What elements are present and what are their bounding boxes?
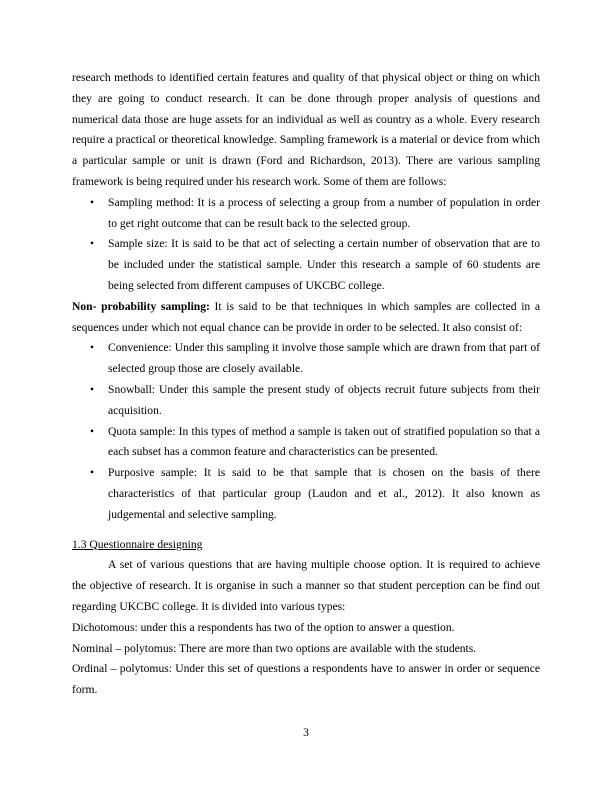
bullet-icon: • xyxy=(90,424,95,438)
bullet-icon: • xyxy=(90,195,95,209)
bullet-icon: • xyxy=(90,466,95,480)
sampling-framework-list xyxy=(72,193,540,297)
list-item-text: Sampling method: It is a process of selecting a group from a number of population in order to get right outcome that can be result back to the selected group. xyxy=(108,195,540,230)
section-heading: 1.3 Questionnaire designing xyxy=(72,537,203,551)
list-item xyxy=(90,380,540,422)
paragraph-ordinal: Ordinal – polytomus: Under this set of questions a respondents have to answer in order or sequence form. xyxy=(72,662,540,697)
paragraph-non-probability xyxy=(72,297,540,339)
non-probability-text: It is said to be that techniques in which samples are collected in a sequences under which not equal chance can be provide in order to be selected. It also consist of: xyxy=(72,299,540,334)
list-item xyxy=(90,463,540,525)
list-item xyxy=(90,338,540,380)
page-number: 3 xyxy=(303,726,309,739)
paragraph-nominal: Nominal – polytomus: There are more than two options are available with the students. xyxy=(72,641,477,655)
paragraph-questionnaire: A set of various questions that are having multiple choose option. It is required to achieve the objective of research. It is organise in such a manner so that student perception can be find out regarding UKCBC college. It is divided into various types: xyxy=(72,558,540,613)
list-item xyxy=(90,193,540,235)
list-item xyxy=(90,422,540,464)
bullet-icon: • xyxy=(90,341,95,355)
paragraph-dichotomous: Dichotomous: under this a respondents has two of the option to answer a question. xyxy=(72,620,455,634)
bullet-icon: • xyxy=(90,237,95,251)
non-probability-label: Non- probability sampling: xyxy=(72,299,210,313)
paragraph-sampling-framework: research methods to identified certain features and quality of that physical object or thing on which they are going to conduct research. It can be done through proper analysis of questions and numerical data those are huge assets for an individual as well as country as a whole. Every research require a practical or theoretical knowledge. Sampling framework is a material or device from which a particular sample or unit is drawn (Ford and Richardson, 2013). There are various sampling framework is being required under his research work. Some of them are follows: xyxy=(72,71,540,188)
bullet-icon: • xyxy=(90,382,95,396)
non-probability-list xyxy=(72,338,540,525)
list-item-text: Purposive sample: It is said to be that sample that is chosen on the basis of there characteristics of that particular group (Laudon and et al., 2012). It also known as judgemental and selective sampling. xyxy=(108,466,540,521)
list-item-text: Snowball: Under this sample the present study of objects recruit future subjects from their acquisition. xyxy=(108,382,540,417)
list-item-text: Convenience: Under this sampling it involve those sample which are drawn from that part of selected group those are closely available. xyxy=(108,341,540,376)
list-item-text: Sample size: It is said to be that act of selecting a certain number of observation that are to be included under the statistical sample. Under this research a sample of 60 students are being selected from different campuses of UKCBC college. xyxy=(108,237,540,292)
list-item-text: Quota sample: In this types of method a sample is taken out of stratified population so that a each subset has a common feature and characteristics can be presented. xyxy=(108,424,540,459)
list-item xyxy=(90,234,540,296)
